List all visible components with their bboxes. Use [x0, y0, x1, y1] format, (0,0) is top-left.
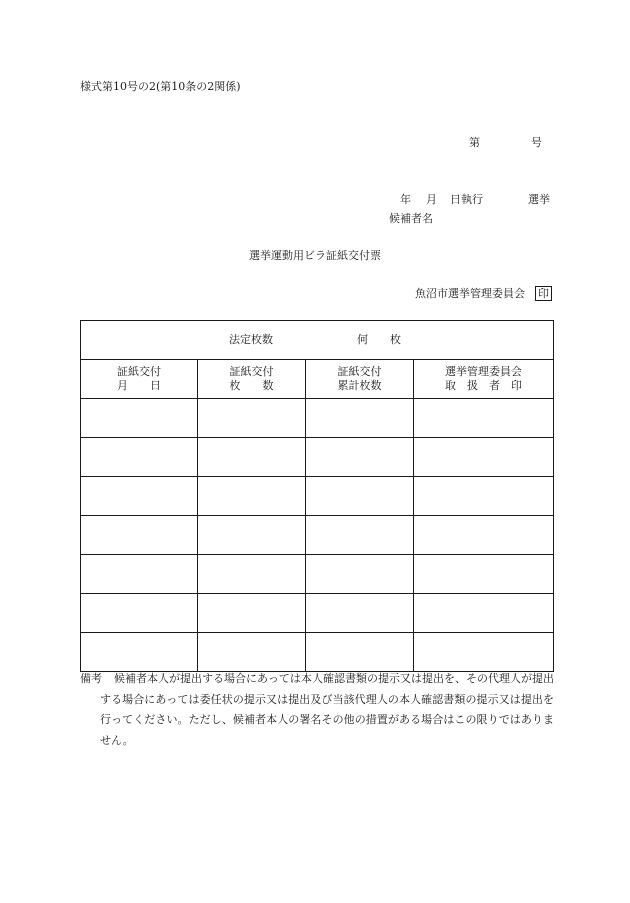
committee-line [415, 286, 552, 301]
note-label: 備考 [80, 672, 102, 685]
candidate-name-label: 候補者名 [389, 212, 433, 225]
column-header-line: 証紙交付 [229, 365, 274, 378]
table-row [81, 399, 554, 438]
count-cell[interactable] [198, 399, 306, 438]
count-cell[interactable] [198, 516, 306, 555]
document-number-suffix: 号 [531, 136, 542, 149]
column-header-line: 取 扱 者 印 [445, 379, 522, 392]
election-year-label: 年 [400, 193, 411, 206]
note-block [80, 669, 554, 751]
cumulative-cell[interactable] [306, 555, 414, 594]
election-date-line [400, 193, 552, 207]
committee-name: 魚沼市選挙管理委員会 [415, 287, 525, 300]
quota-label: 法定枚数 [229, 333, 273, 346]
issuance-table [80, 320, 554, 672]
cumulative-cell[interactable] [306, 399, 414, 438]
form-number: 様式第10号の2(第10条の2関係) [80, 80, 241, 93]
date-cell[interactable] [81, 516, 198, 555]
election-month-label: 月 [426, 193, 437, 206]
seal-cell[interactable] [414, 594, 554, 633]
cumulative-cell[interactable] [306, 438, 414, 477]
count-cell[interactable] [198, 477, 306, 516]
election-label: 選挙 [528, 193, 550, 206]
count-cell[interactable] [198, 438, 306, 477]
seal-cell[interactable] [414, 438, 554, 477]
column-header-line: 月 日 [117, 379, 161, 392]
date-cell[interactable] [81, 477, 198, 516]
table-row [81, 516, 554, 555]
seal-mark: 印 [535, 286, 552, 301]
election-day-label: 日執行 [450, 193, 483, 206]
cumulative-cell[interactable] [306, 633, 414, 672]
column-header-date [81, 360, 198, 399]
column-header-line: 枚 数 [229, 379, 274, 392]
count-cell[interactable] [198, 555, 306, 594]
column-header-count [198, 360, 306, 399]
count-cell[interactable] [198, 594, 306, 633]
column-header-line: 証紙交付 [337, 365, 382, 378]
column-header-line: 選挙管理委員会 [445, 365, 522, 378]
cumulative-cell[interactable] [306, 516, 414, 555]
cumulative-cell[interactable] [306, 594, 414, 633]
document-number-label: 第 [469, 136, 480, 149]
column-header-cumulative [306, 360, 414, 399]
seal-cell[interactable] [414, 477, 554, 516]
date-cell[interactable] [81, 633, 198, 672]
note-text: 候補者本人が提出する場合にあっては本人確認書類の提示又は提出を、その代理人が提出する場合にあっては委任状の提示又は提出及び当該代理人の本人確認書類の提示又は提出を行ってください。ただし、候補者本人の署名その他の措置がある場合はこの限りではありません。 [100, 672, 554, 747]
count-cell[interactable] [198, 633, 306, 672]
seal-cell[interactable] [414, 516, 554, 555]
column-header-line: 累計枚数 [337, 379, 382, 392]
date-cell[interactable] [81, 594, 198, 633]
seal-cell[interactable] [414, 555, 554, 594]
column-header-row [81, 360, 554, 399]
quota-cell [81, 321, 554, 360]
cumulative-cell[interactable] [306, 477, 414, 516]
table-row [81, 555, 554, 594]
table-row [81, 477, 554, 516]
quota-row [81, 321, 554, 360]
seal-cell[interactable] [414, 633, 554, 672]
document-title: 選挙運動用ビラ証紙交付票 [249, 249, 381, 262]
table-row [81, 594, 554, 633]
column-header-line: 証紙交付 [117, 365, 161, 378]
quota-value: 何 枚 [357, 333, 401, 346]
column-header-handler-seal [414, 360, 554, 399]
seal-cell[interactable] [414, 399, 554, 438]
date-cell[interactable] [81, 399, 198, 438]
table-row [81, 633, 554, 672]
date-cell[interactable] [81, 438, 198, 477]
date-cell[interactable] [81, 555, 198, 594]
table-row [81, 438, 554, 477]
